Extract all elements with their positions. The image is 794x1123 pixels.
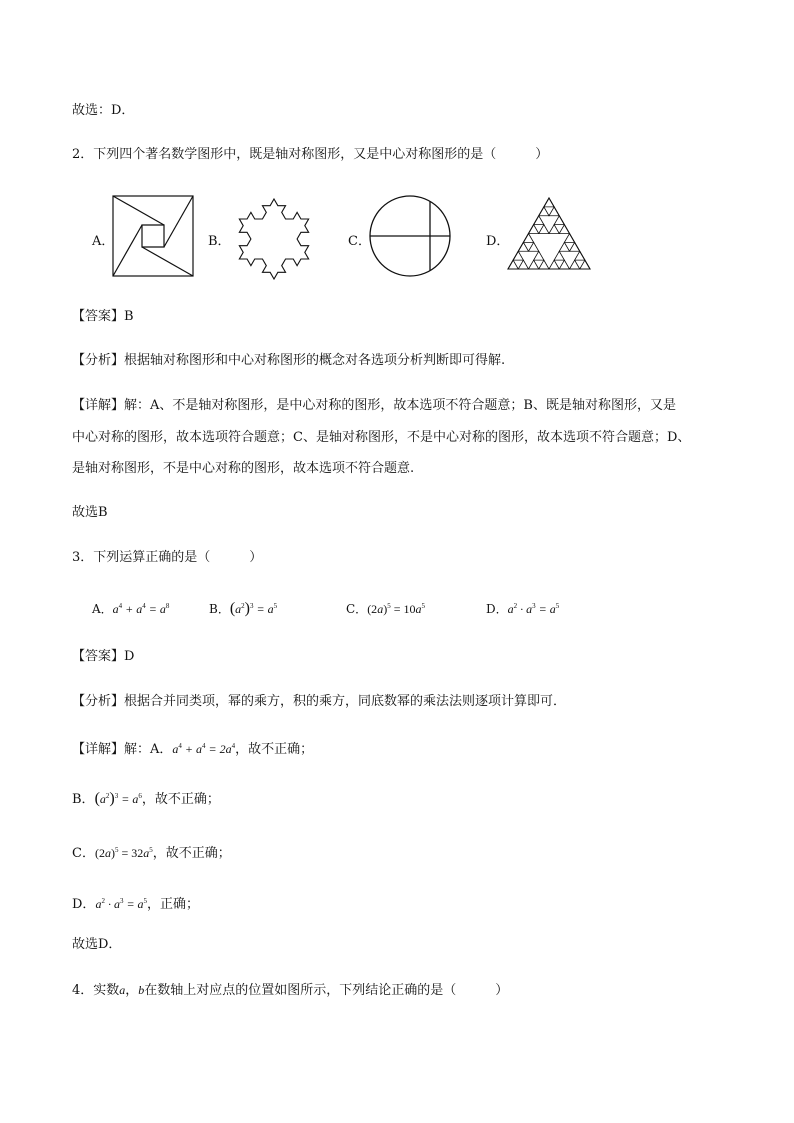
sierpinski-triangle-figure[interactable] (506, 196, 592, 272)
q3-conclusion: 故选D． (72, 937, 122, 952)
q3-stem: 3．下列运算正确的是（ ） (72, 550, 263, 565)
koch-snowflake-figure[interactable] (228, 191, 320, 283)
q3-detail-a: 【详解】解：A．$a^4 + a^4 = 2a^4$，故不正确； (72, 742, 314, 757)
q3-detail-b: B．$(a^2)^3 = a^6$，故不正确； (72, 790, 220, 807)
q4-stem: 4．实数a，b在数轴上对应点的位置如图所示，下列结论正确的是（ ） (72, 983, 509, 998)
q3-option-b[interactable]: B．$(a^2)^3 = a^5$ (209, 600, 278, 617)
q2-detail-line-2: 中心对称的图形，故本选项符合题意；C、是轴对称图形，不是中心对称的图形，故本选项不符合题意；D、 (72, 430, 691, 445)
circle-chords-figure[interactable] (368, 194, 452, 278)
q2-option-a-label[interactable]: A． (92, 234, 115, 249)
q2-option-b-label[interactable]: B． (208, 234, 231, 249)
q3-option-d[interactable]: D．$a^2 \cdot a^3 = a^5$ (486, 602, 560, 616)
pinwheel-square-figure[interactable] (112, 195, 196, 279)
q2-stem: 2．下列四个著名数学图形中，既是轴对称图形，又是中心对称图形的是（ ） (72, 147, 549, 162)
q2-detail-line-3: 是轴对称图形，不是中心对称的图形，故本选项不符合题意. (72, 461, 415, 476)
q3-detail-c: C．$(2a)^5 = 32a^5$，故不正确； (72, 846, 231, 861)
q3-detail-d: D．$a^2 \cdot a^3 = a^5$，正确； (72, 897, 200, 912)
q3-option-a[interactable]: A．$a^4 + a^4 = a^8$ (92, 602, 170, 616)
q2-answer: 【答案】B (72, 309, 134, 324)
q1-conclusion: 故选：D． (72, 103, 135, 118)
q2-conclusion: 故选B (72, 505, 108, 520)
q2-option-c-label[interactable]: C． (348, 234, 371, 249)
q2-option-d-label[interactable]: D． (486, 234, 510, 249)
q3-answer: 【答案】D (72, 649, 135, 664)
q3-analysis: 【分析】根据合并同类项，幂的乘方，积的乘方，同底数幂的乘法法则逐项计算即可． (72, 694, 567, 709)
q2-analysis: 【分析】根据轴对称图形和中心对称图形的概念对各选项分析判断即可得解. (72, 353, 506, 368)
q2-detail-line-1: 【详解】解：A、不是轴对称图形，是中心对称的图形，故本选项不符合题意；B、既是轴对称图形，又是 (72, 398, 676, 413)
q3-option-c[interactable]: C．$(2a)^5 = 10a^5$ (346, 602, 425, 616)
